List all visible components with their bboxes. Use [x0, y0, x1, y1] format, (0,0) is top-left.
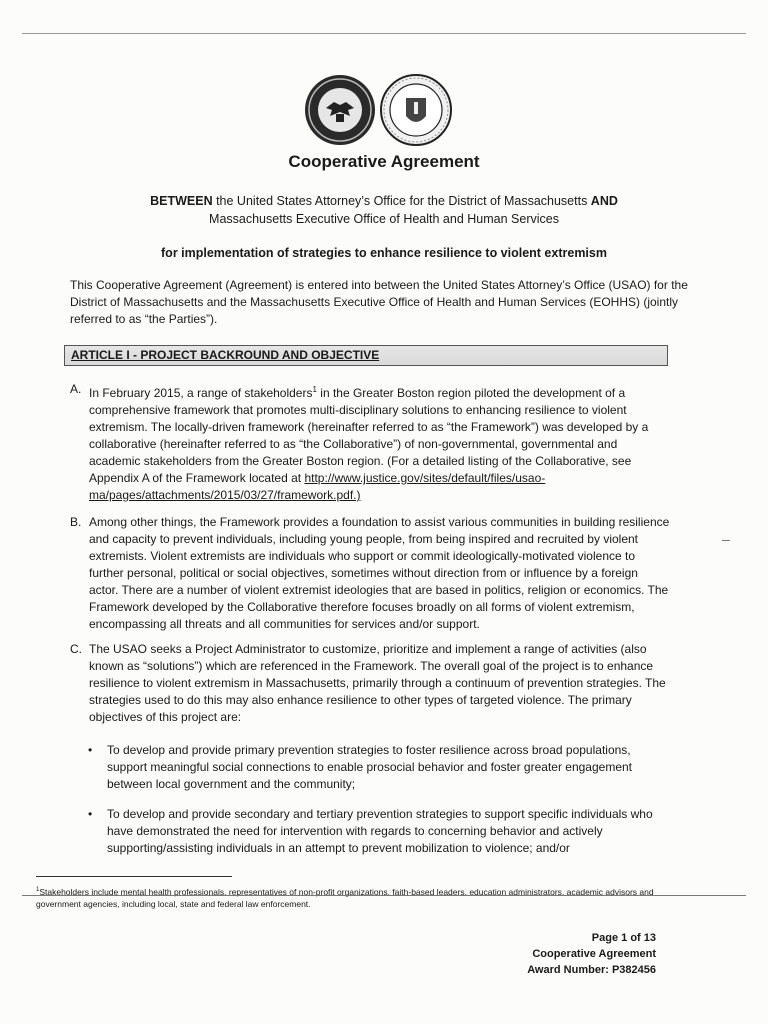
bullet-icon: •: [88, 743, 93, 757]
footnote-divider: [36, 876, 232, 877]
objective-bullet-2: [88, 806, 668, 857]
agreement-purpose: for implementation of strategies to enhance resilience to violent extremism: [161, 246, 607, 260]
paragraph-letter: A.: [70, 382, 82, 396]
footnote-mark: 1: [36, 887, 40, 893]
paragraph-text: The USAO seeks a Project Administrator to customize, prioritize and implement a range of activities (also known as “solutions”) which are referenced in the Framework. The overall goal of the project is to enhance resilience to violent extremism in Massachusetts, primarily through a continuum of prevention strategies. The strategies used to do this may also enhance resilience to other types of targeted violence. The primary objectives of this project are:: [89, 642, 666, 724]
document-title: Cooperative Agreement: [288, 152, 480, 171]
parties-statement: [100, 192, 668, 228]
paragraph-text: Among other things, the Framework provides a foundation to assist various communities in building resilience and capacity to prevent individuals, including young people, from being inspired and recruited by violent extremists. Violent extremists are individuals who support or commit ideologically-motivated violence to further personal, political or social objectives, sometimes without direction from or influence by a foreign actor. There are a number of violent extremist ideologies that are based in politics, religion or economics. The Framework developed by the Collaborative therefore focuses broadly on all forms of violent extremism, encompassing all threats and all communities for services and/or support.: [89, 515, 670, 631]
paragraph-a: [70, 381, 670, 504]
page-number: Page 1 of 13: [591, 932, 656, 944]
bullet-text: To develop and provide secondary and tertiary prevention strategies to support specific individuals who have demonstrated the need for intervention with regards to concerning behavior and actively supporting/assisting individuals in an attempt to prevent mobilization to violence; and/or: [107, 807, 653, 855]
paragraph-text: in the Greater Boston region piloted the development of a comprehensive framework that promotes multi-disciplinary solutions to enhancing resilience to violent extremism. The locally-driven framework (hereinafter referred to as “the Framework”) was developed by a collaborative (hereinafter referred to as “the Collaborative”) of non-governmental, governmental and academic stakeholders from the Greater Boston region. (For a detailed listing of the Collaborative, see Appendix A of the Framework located at: [89, 386, 649, 485]
footnote-text: Stakeholders include mental health professionals, representatives of non-profit organizations, faith-based leaders, education administrators, academic advisors and government agencies, including local, state and federal law enforcement.: [36, 886, 654, 909]
objective-bullet-1: [88, 742, 668, 793]
footer-divider: [22, 895, 746, 896]
agency-seals: [290, 72, 490, 152]
footnote: [36, 884, 676, 910]
paragraph-b: [70, 514, 670, 633]
article-heading: ARTICLE I - PROJECT BACKROUND AND OBJECTIVE: [71, 348, 380, 362]
article-heading-bar: [64, 345, 668, 366]
scan-top-line: [22, 33, 746, 34]
footer-doc-name: Cooperative Agreement: [532, 948, 656, 960]
bullet-text: To develop and provide primary prevention strategies to foster resilience across broad populations, support meaningful social connections to enable prosocial behavior and foster greater engagement between local government and the community;: [107, 743, 632, 791]
doj-seal-icon: [305, 75, 375, 145]
paragraph-c: [70, 641, 670, 726]
footnote-ref: 1: [312, 385, 317, 394]
paragraph-letter: B.: [70, 515, 82, 529]
page-footer: [527, 930, 656, 978]
bullet-icon: •: [88, 807, 93, 821]
party-usao: the United States Attorney’s Office for the District of Massachusetts: [212, 194, 591, 208]
party-eohhs: Massachusetts Executive Office of Health and Human Services: [209, 212, 559, 226]
paragraph-letter: C.: [70, 642, 82, 656]
award-number: Award Number: P382456: [527, 964, 656, 976]
paragraph-text: In February 2015, a range of stakeholders: [89, 386, 313, 400]
intro-paragraph: This Cooperative Agreement (Agreement) is entered into between the United States Attorney’s Office (USAO) for the District of Massachusetts and the Massachusetts Executive Office of Health and Human Services (EOHHS) (jointly referred to as “the Parties”).: [70, 278, 688, 326]
framework-link[interactable]: http://www.justice.gov/sites/default/files/usao-ma/pages/attachments/2015/03/27/framework.pdf.): [89, 471, 546, 502]
massachusetts-seal-icon: [381, 75, 451, 145]
scan-artifact: [722, 540, 730, 541]
and-keyword: AND: [590, 194, 618, 208]
between-keyword: BETWEEN: [150, 194, 213, 208]
